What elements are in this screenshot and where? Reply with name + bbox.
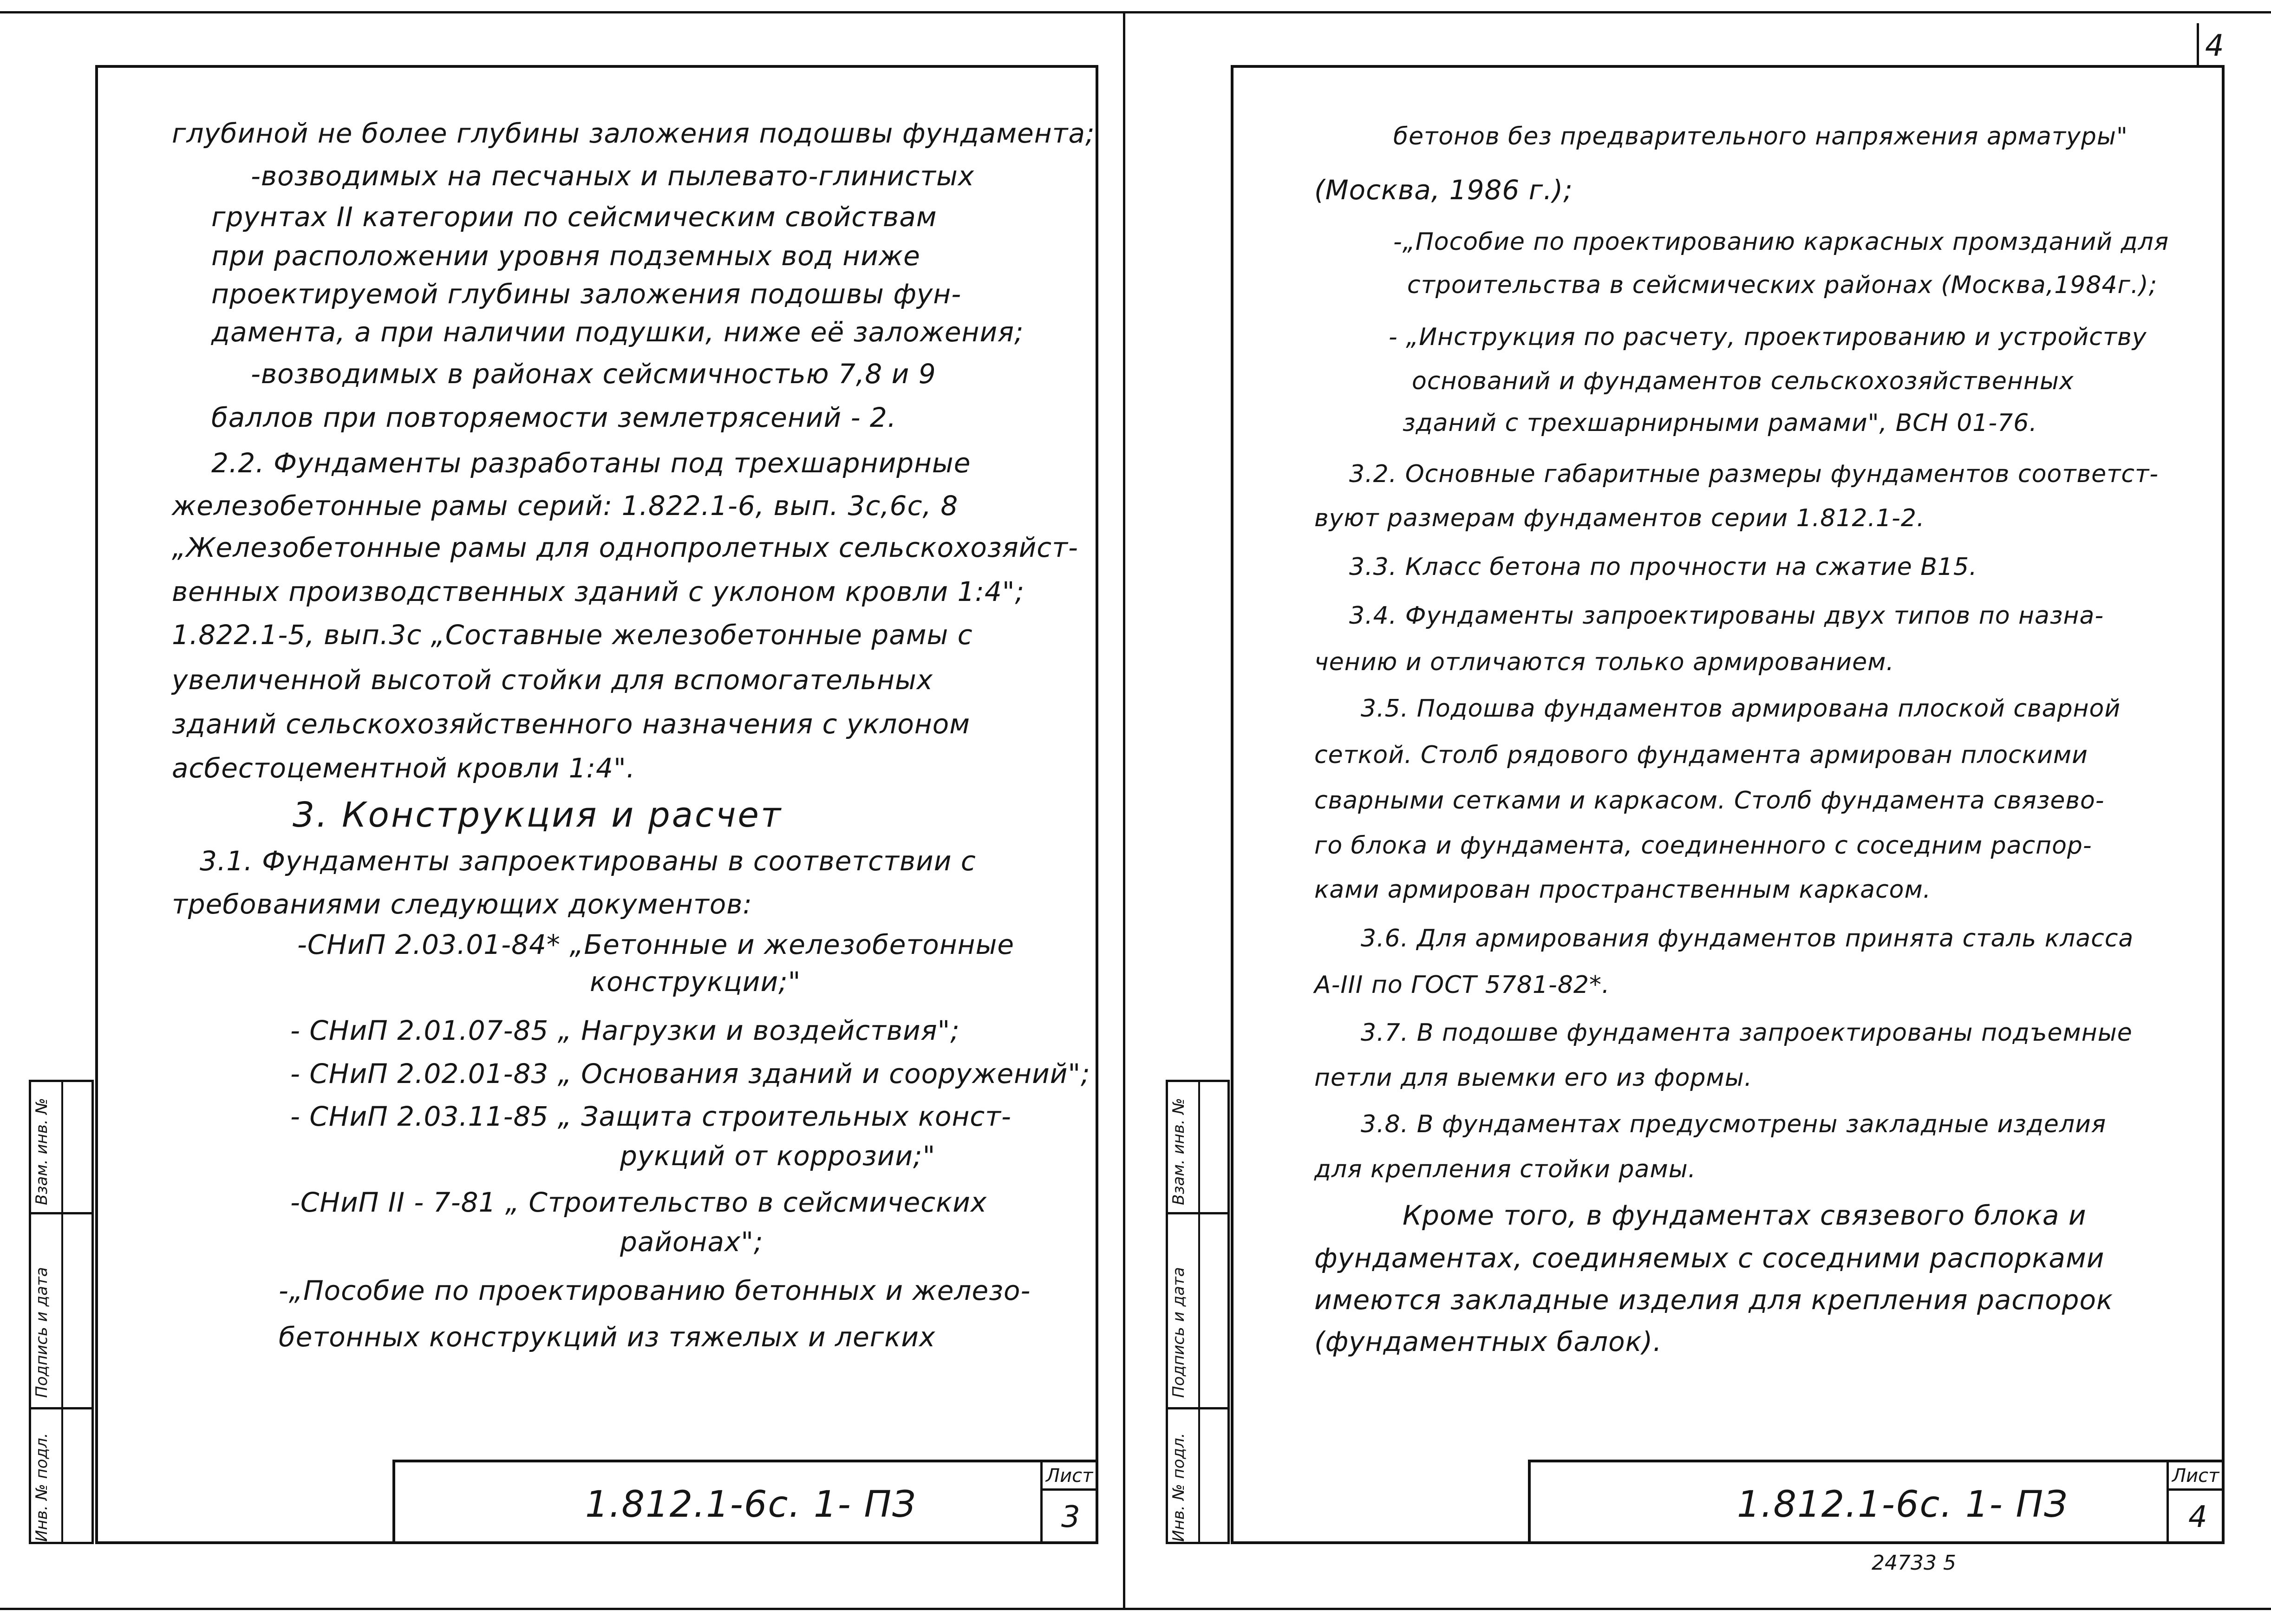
text-line: 3.8. В фундаментах предусмотрены закладные изделия — [1361, 1110, 2107, 1138]
text-line: асбестоцементной кровли 1:4". — [172, 752, 636, 784]
text-line: зданий с трехшарнирными рамами", ВСН 01-76. — [1403, 409, 2037, 437]
side-label-replace: Взам. инв. № — [33, 1098, 51, 1205]
text-line: - СНиП 2.01.07-85 „ Нагрузки и воздействия"; — [290, 1015, 960, 1046]
text-line: 3.1. Фундаменты запроектированы в соответствии с — [200, 845, 976, 877]
text-line: строительства в сейсмических районах (Москва,1984г.); — [1407, 271, 2158, 299]
text-line: „Железобетонные рамы для однопролетных сельскохозяйст- — [172, 532, 1078, 563]
text-line: - СНиП 2.03.11-85 „ Защита строительных конст- — [290, 1101, 1012, 1132]
page-divider — [1123, 11, 1125, 1609]
left-document-code: 1.812.1-6с. 1- ПЗ — [585, 1484, 917, 1526]
text-line: -„Пособие по проектированию каркасных промзданий для — [1393, 228, 2169, 256]
side-label-signature: Подпись и дата — [1169, 1267, 1188, 1398]
text-line: 3.5. Подошва фундаментов армирована плоской сварной — [1361, 695, 2121, 723]
text-line: глубиной не более глубины заложения подошвы фундамента; — [172, 117, 1095, 149]
text-line: -СНиП II - 7-81 „ Строительство в сейсмических — [290, 1187, 987, 1218]
text-line: при расположении уровня подземных вод ниже — [211, 240, 920, 272]
side-label-replace: Взам. инв. № — [1169, 1098, 1188, 1205]
section-heading: 3. Конструкция и расчет — [293, 795, 783, 835]
side-label-signature: Подпись и дата — [33, 1267, 51, 1398]
footer-number: 24733 5 — [1872, 1551, 1956, 1575]
side-label-inv: Инв. № подл. — [1169, 1433, 1188, 1542]
text-line: бетонов без предварительного напряжения арматуры" — [1393, 123, 2128, 150]
text-line: 3.3. Класс бетона по прочности на сжатие В15. — [1349, 553, 1977, 581]
text-line: 3.7. В подошве фундамента запроектированы подъемные — [1361, 1019, 2133, 1047]
left-sheet-label: Лист — [1046, 1465, 1093, 1487]
side-label-inv: Инв. № подл. — [33, 1433, 51, 1542]
text-line: А-III по ГОСТ 5781-82*. — [1314, 971, 1610, 999]
text-line: оснований и фундаментов сельскохозяйственных — [1412, 367, 2074, 395]
text-line: железобетонные рамы серий: 1.822.1-6, вып. 3с,6с, 8 — [172, 490, 959, 522]
right-sheet-label: Лист — [2172, 1465, 2219, 1487]
text-line: 3.2. Основные габаритные размеры фундаментов соответст- — [1349, 460, 2159, 488]
text-line: зданий сельскохозяйственного назначения с уклоном — [172, 708, 971, 740]
text-line: конструкции;" — [590, 966, 801, 998]
right-title-block-divider — [2167, 1460, 2169, 1544]
text-line: 3.4. Фундаменты запроектированы двух типов по назна- — [1349, 602, 2104, 630]
text-line: сеткой. Столб рядового фундамента армирован плоскими — [1314, 741, 2088, 769]
text-line: сварными сетками и каркасом. Столб фундамента связево- — [1314, 787, 2105, 815]
text-line: требованиями следующих документов: — [172, 888, 752, 920]
text-line: (фундаментных балок). — [1314, 1326, 1662, 1357]
left-title-block-divider — [1040, 1460, 1043, 1544]
bottom-edge-line — [0, 1608, 2271, 1610]
text-line: рукций от коррозии;" — [620, 1140, 936, 1172]
text-line: 1.822.1-5, вып.3с „Составные железобетонные рамы с — [172, 619, 973, 651]
text-line: чению и отличаются только армированием. — [1314, 648, 1894, 676]
text-line: Кроме того, в фундаментах связевого блока и — [1403, 1200, 2087, 1231]
side-column-divider — [1198, 1082, 1200, 1542]
text-line: -возводимых на песчаных и пылевато-глинистых — [251, 160, 975, 192]
text-line: -возводимых в районах сейсмичностью 7,8 и 9 — [251, 358, 936, 390]
text-line: проектируемой глубины заложения подошвы фун- — [211, 278, 962, 310]
text-line: районах"; — [620, 1226, 764, 1258]
right-sheet-number: 4 — [2188, 1500, 2207, 1534]
text-line: го блока и фундамента, соединенного с соседним распор- — [1314, 832, 2092, 860]
right-document-code: 1.812.1-6с. 1- ПЗ — [1737, 1484, 2069, 1526]
text-line: (Москва, 1986 г.); — [1314, 174, 1573, 206]
side-cell-divider — [1168, 1407, 1227, 1409]
text-line: ками армирован пространственным каркасом. — [1314, 876, 1932, 904]
text-line: -„Пособие по проектированию бетонных и железо- — [279, 1275, 1031, 1306]
text-line: фундаментах, соединяемых с соседними распорками — [1314, 1242, 2105, 1274]
text-line: баллов при повторяемости землетрясений - 2. — [211, 402, 897, 433]
side-column-divider — [61, 1082, 63, 1542]
text-line: петли для выемки его из формы. — [1314, 1064, 1753, 1092]
left-title-block-sheet-rule — [1040, 1488, 1098, 1491]
right-title-block-sheet-rule — [2167, 1488, 2225, 1491]
side-cell-divider — [1168, 1212, 1227, 1214]
text-line: -СНиП 2.03.01-84* „Бетонные и железобетонные — [297, 929, 1015, 960]
text-line: венных производственных зданий с уклоном кровли 1:4"; — [172, 576, 1025, 607]
text-line: дамента, а при наличии подушки, ниже её заложения; — [211, 316, 1024, 348]
text-line: имеются закладные изделия для крепления распорок — [1314, 1284, 2113, 1316]
text-line: 3.6. Для армирования фундаментов принята сталь класса — [1361, 925, 2134, 952]
text-line: увеличенной высотой стойки для вспомогательных — [172, 664, 933, 696]
top-edge-line — [0, 11, 2271, 13]
text-line: вуют размерам фундаментов серии 1.812.1-2. — [1314, 504, 1925, 532]
text-line: - „Инструкция по расчету, проектированию и устройству — [1389, 323, 2147, 351]
corner-sheet-number: 4 — [2205, 29, 2224, 63]
text-line: для крепления стойки рамы. — [1314, 1155, 1697, 1183]
text-line: 2.2. Фундаменты разработаны под трехшарнирные — [211, 447, 971, 479]
text-line: грунтах II категории по сейсмическим свойствам — [211, 201, 937, 233]
left-sheet-number: 3 — [1061, 1500, 1080, 1534]
text-line: - СНиП 2.02.01-83 „ Основания зданий и сооружений"; — [290, 1058, 1090, 1089]
text-line: бетонных конструкций из тяжелых и легких — [279, 1321, 936, 1353]
